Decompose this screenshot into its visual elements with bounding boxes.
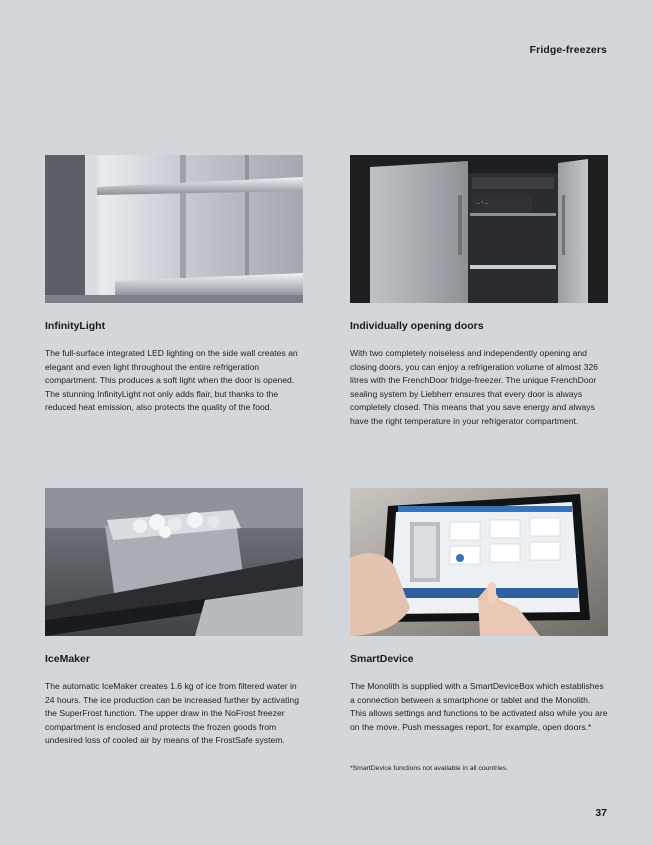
infinitylight-photo [45,155,303,303]
smartdevice-photo [350,488,608,636]
feature-title-smartdevice: SmartDevice [350,653,414,665]
section-header: Fridge-freezers [529,44,607,56]
feature-title-icemaker: IceMaker [45,653,90,665]
icemaker-photo [45,488,303,636]
feature-text-doors: With two completely noiseless and independently opening and closing doors, you can enjoy a refrigeration volume of almost 326 litres with the FrenchDoor fridge-freezer. The unique FrenchDoor sealing system by Liebherr ensures that every door is always completely closed. This means that you save energy and always have the right temperature in your refrigerator compartment. [350,348,598,426]
svg-text:— ° —: — ° — [476,201,489,206]
french-door-photo [350,155,608,303]
smartdevice-footnote: *SmartDevice functions not available in all countries. [350,765,508,772]
feature-text-smartdevice: The Monolith is supplied with a SmartDeviceBox which establishes a connection between a smartphone or tablet and the Monolith. This allows settings and functions to be activated also while you are on the move. Push messages report, for example, open doors.* [350,681,608,732]
feature-text-infinitylight: The full-surface integrated LED lighting on the side wall creates an elegant and even light throughout the entire refrigeration compartment. This produces a soft light when the door is opened. The stunning InfinityLight not only adds flair, but thanks to the reduced heat emission, also protects the quality of the food. [45,348,298,412]
feature-title-doors: Individually opening doors [350,320,484,332]
feature-title-infinitylight: InfinityLight [45,320,106,332]
feature-text-icemaker: The automatic IceMaker creates 1.6 kg of ice from filtered water in 24 hours. The ice production can be increased further by activating the SuperFrost function. The upper draw in the NoFrost freezer compartment is enclosed and protects the frozen goods from undesired loss of cooled air by means of the FrostSafe system. [45,681,299,745]
page-number: 37 [595,807,607,819]
